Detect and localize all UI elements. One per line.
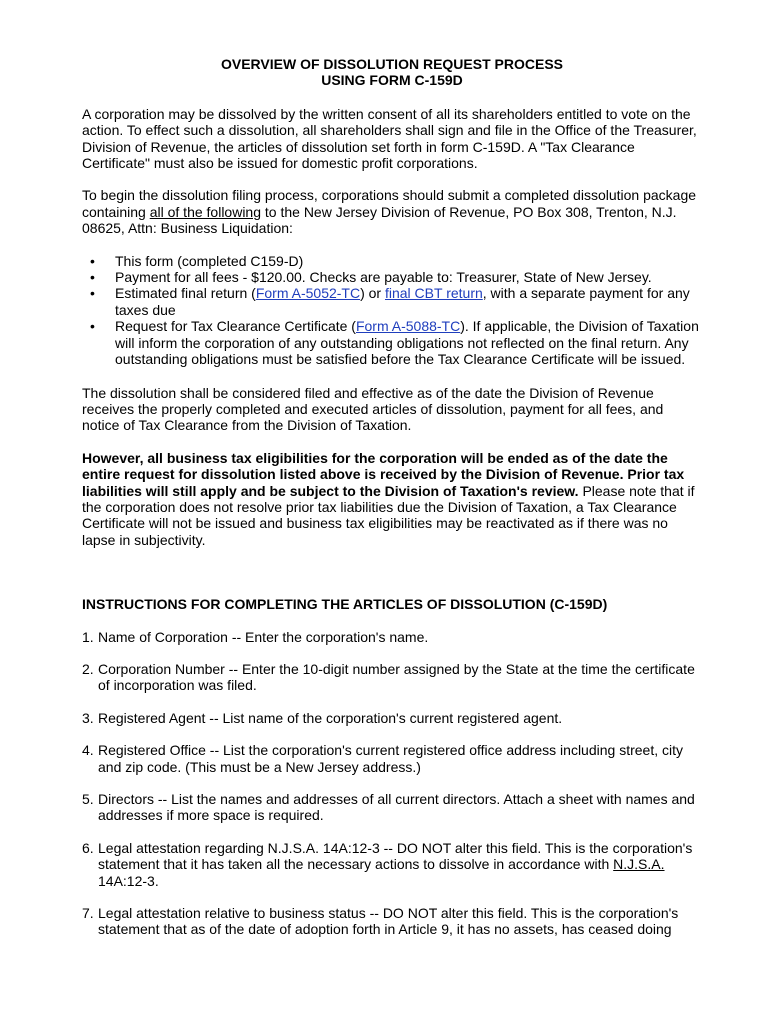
item-text: Registered Agent -- List name of the corporation's current registered agent. bbox=[98, 709, 563, 726]
instruction-item bbox=[82, 905, 702, 938]
bullet-icon: • bbox=[90, 269, 95, 286]
bullet-text-mid: ) or bbox=[360, 285, 385, 302]
instruction-item bbox=[82, 791, 702, 824]
instruction-item bbox=[82, 661, 702, 694]
item-number: 1. bbox=[82, 628, 94, 645]
begin-text-pre: To begin the dissolution filing process, corporations should submit a completed dissolution package containing bbox=[82, 187, 697, 220]
document-body bbox=[82, 56, 702, 954]
title-line-1: OVERVIEW OF DISSOLUTION REQUEST PROCESS bbox=[220, 56, 563, 72]
warning-bold-text: However, all business tax eligibilities for the corporation will be ended as of the date the entire request for dissolution listed above is received by the Division of Revenue. Prior tax liabilities will still apply and be subject to the Division of Taxation's review. bbox=[82, 449, 685, 499]
warning-normal-text: Please note that if the corporation does not resolve prior tax liabilities due the Division of Taxation, a Tax Clearance Certificate will not be issued and business tax eligibilities may be reactivated as if there was no lapse in subjectivity. bbox=[82, 482, 695, 548]
item-text: Legal attestation relative to business status -- DO NOT alter this field. This is the corporation's statement that as of the date of adoption forth in Article 9, it has no assets, has ceased doing bbox=[98, 905, 679, 938]
item-text-underlined: N.J.S.A. bbox=[613, 856, 665, 873]
final-cbt-return-link[interactable]: final CBT return bbox=[384, 285, 483, 302]
item-number: 4. bbox=[82, 742, 94, 759]
bullet-icon: • bbox=[90, 318, 95, 335]
item-number: 6. bbox=[82, 839, 94, 856]
item-text: Corporation Number -- Enter the 10-digit number assigned by the State at the time the certificate of incorporation was filed. bbox=[98, 660, 695, 694]
title-line-2: USING FORM C-159D bbox=[321, 72, 463, 89]
page-title bbox=[82, 56, 702, 89]
intro-paragraph: A corporation may be dissolved by the written consent of all its shareholders entitled to vote on the action. To effect such a dissolution, all shareholders shall sign and file in the Office of the Treasurer, Division of Revenue, the articles of dissolution set forth in form C-159D. A "Tax Clearance Certificate" must also be issued for domestic profit corporations. bbox=[82, 105, 697, 172]
item-text: Registered Office -- List the corporation's current registered office address including street, city and zip code. (This must be a New Jersey address.) bbox=[98, 742, 683, 775]
bullet-text: Payment for all fees - $120.00. Checks are payable to: Treasurer, State of New Jersey. bbox=[115, 269, 652, 286]
item-text-post: 14A:12-3. bbox=[98, 872, 159, 889]
warning-paragraph bbox=[82, 450, 702, 548]
item-number: 7. bbox=[82, 905, 94, 922]
begin-paragraph bbox=[82, 187, 702, 236]
package-list bbox=[82, 253, 702, 368]
instruction-item bbox=[82, 742, 702, 775]
begin-text-underlined: all of the following bbox=[149, 203, 262, 220]
list-item bbox=[82, 285, 702, 318]
bullet-text: This form (completed C159-D) bbox=[115, 252, 304, 269]
item-text-pre: Legal attestation regarding N.J.S.A. 14A:12-3 -- DO NOT alter this field. This is the corporation's statement that it has taken all the necessary actions to dissolve in accordance with bbox=[98, 839, 693, 873]
bullet-text-pre: Estimated final return ( bbox=[115, 285, 256, 302]
bullet-text-pre: Request for Tax Clearance Certificate ( bbox=[115, 318, 356, 335]
instruction-item bbox=[82, 710, 702, 726]
bullet-icon: • bbox=[90, 285, 95, 302]
bullet-text-post: ). If applicable, the Division of Taxation will inform the corporation of any outstanding obligations not reflected on the final return. Any outstanding obligations must be satisfied before the Tax Clearance Certificate will be issued. bbox=[115, 318, 699, 368]
instruction-item bbox=[82, 840, 702, 889]
effective-paragraph: The dissolution shall be considered filed and effective as of the date the Division of Revenue receives the properly completed and executed articles of dissolution, payment for all fees, and notice of Tax Clearance from the Division of Taxation. bbox=[82, 384, 664, 434]
item-text: Name of Corporation -- Enter the corporation's name. bbox=[98, 628, 429, 645]
begin-text-post: to the New Jersey Division of Revenue, PO Box 308, Trenton, N.J. 08625, Attn: Business Liquidation: bbox=[82, 203, 677, 237]
instruction-item bbox=[82, 629, 702, 645]
bullet-icon: • bbox=[90, 252, 95, 269]
list-item bbox=[82, 318, 702, 367]
form-a5052-link[interactable]: Form A-5052-TC bbox=[255, 285, 361, 302]
list-item bbox=[82, 253, 702, 269]
list-item bbox=[82, 269, 702, 285]
item-text: Directors -- List the names and addresses of all current directors. Attach a sheet with names and addresses if more space is required. bbox=[98, 791, 695, 824]
item-number: 2. bbox=[82, 660, 94, 677]
item-number: 3. bbox=[82, 709, 94, 726]
form-a5088-link[interactable]: Form A-5088-TC bbox=[355, 318, 461, 335]
item-number: 5. bbox=[82, 791, 94, 807]
instructions-heading: INSTRUCTIONS FOR COMPLETING THE ARTICLES OF DISSOLUTION (C-159D) bbox=[82, 596, 608, 613]
bullet-text-post: , with a separate payment for any taxes due bbox=[115, 285, 690, 318]
